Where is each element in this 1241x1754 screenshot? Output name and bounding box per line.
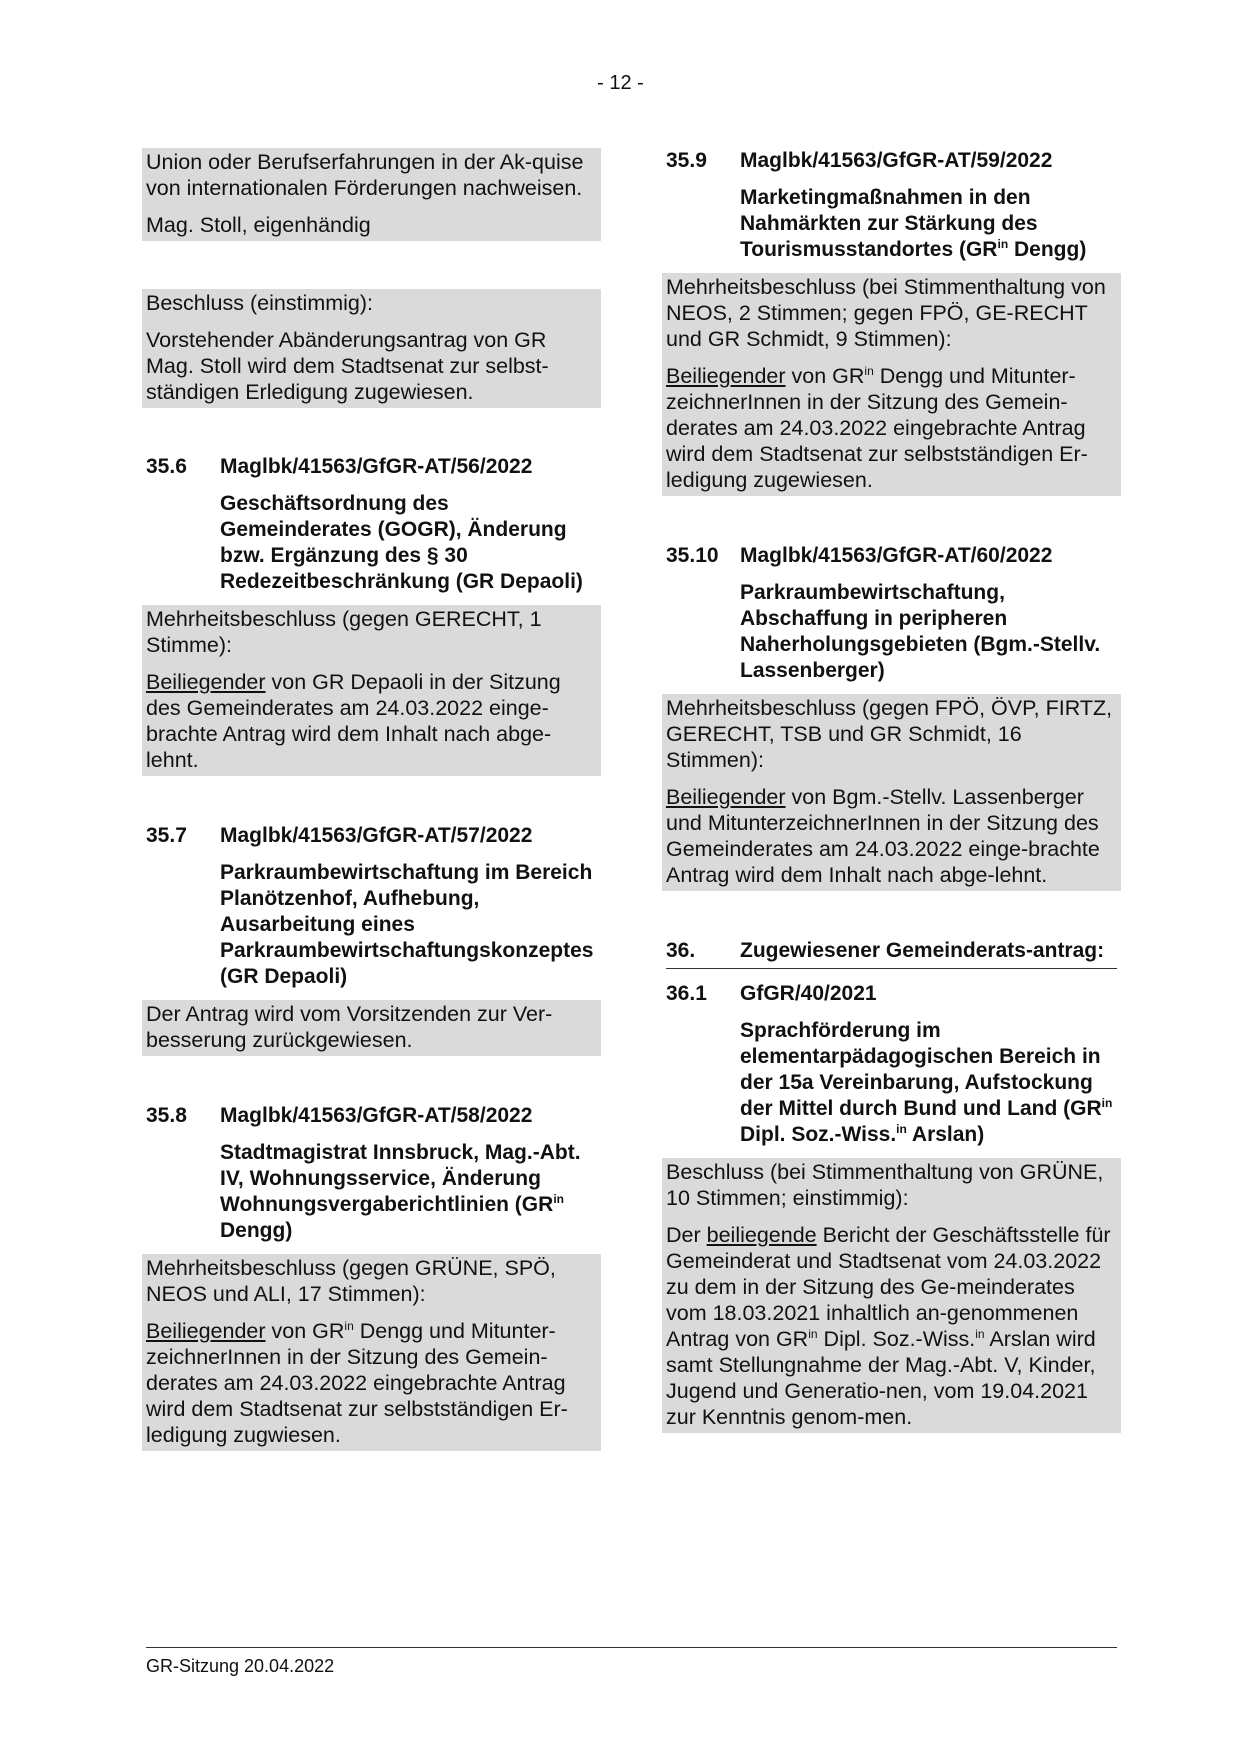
decision-box — [662, 273, 1121, 496]
item-number: 35.7 — [146, 824, 187, 847]
page-number: - 12 - — [597, 72, 644, 94]
page-footer: GR-Sitzung 20.04.2022 — [146, 1647, 1117, 1677]
item-number: 36.1 — [666, 982, 707, 1005]
item-title: Stadtmagistrat Innsbruck, Mag.-Abt. IV, Wohnungsservice, Änderung Wohnungsvergaberichtlinien ($GR^{in}$ Dengg) — [220, 1141, 581, 1242]
agenda-item-35-10 — [666, 543, 1117, 891]
decision-box — [662, 694, 1121, 891]
decision-text: Beiliegender von GR Depaoli in der Sitzung des Gemeinderates am 24.03.2022 einge-brachte Antrag wird dem Inhalt nach abge-lehnt. — [146, 670, 561, 772]
left-column — [146, 148, 597, 1451]
decision-title: Beschluss (bei Stimmenthaltung von GRÜNE, 10 Stimmen; einstimmig): — [666, 1160, 1104, 1210]
item-number: 35.8 — [146, 1104, 187, 1127]
decision-title: Mehrheitsbeschluss (bei Stimmenthaltung von NEOS, 2 Stimmen; gegen FPÖ, GE-RECHT und GR Schmidt, 9 Stimmen): — [666, 275, 1106, 351]
decision-title: Mehrheitsbeschluss (gegen FPÖ, ÖVP, FIRTZ, GERECHT, TSB und GR Schmidt, 16 Stimmen): — [666, 696, 1113, 772]
agenda-item-35-8 — [146, 1103, 597, 1451]
decision-title: Mehrheitsbeschluss (gegen GERECHT, 1 Stimme): — [146, 607, 542, 657]
agenda-item-35-9 — [666, 148, 1117, 496]
decision-title: Mehrheitsbeschluss (gegen GRÜNE, SPÖ, NEOS und ALI, 17 Stimmen): — [146, 1256, 556, 1306]
resolution-box — [142, 289, 601, 408]
item-number: 35.6 — [146, 455, 187, 478]
item-code: Maglbk/41563/GfGR-AT/56/2022 — [220, 455, 533, 478]
agenda-item-35-6 — [146, 454, 597, 776]
agenda-item-35-7 — [146, 823, 597, 1056]
item-number: 35.10 — [666, 544, 719, 567]
item-title: Geschäftsordnung des Gemeinderates (GOGR), Änderung bzw. Ergänzung des § 30 Redezeitbeschränkung (GR Depaoli) — [220, 492, 583, 593]
section-number: 36. — [666, 939, 696, 962]
continuation-text: Union oder Berufserfahrungen in der Ak-quise von internationalen Förderungen nachweisen. — [146, 150, 584, 200]
decision-text: Beiliegender von $GR^{in}$ Dengg und Mitunter-zeichnerInnen in der Sitzung des Gemein-derates am 24.03.2022 eingebrachte Antrag wird dem Stadtsenat zur selbstständigen Er-ledigung zugwiesen. — [146, 1319, 568, 1447]
item-number: 35.9 — [666, 149, 707, 172]
item-title: Parkraumbewirtschaftung im Bereich Planötzenhof, Aufhebung, Ausarbeitung eines Parkraumbewirtschaftungskonzeptes (GR Depaoli) — [220, 861, 594, 988]
resolution-title: Beschluss (einstimmig): — [146, 291, 373, 315]
section-title: Zugewiesener Gemeinderats-antrag: — [740, 939, 1105, 962]
item-code: GfGR/40/2021 — [740, 982, 877, 1005]
continuation-box — [142, 148, 601, 241]
item-code: Maglbk/41563/GfGR-AT/60/2022 — [740, 544, 1053, 567]
section-heading-36 — [666, 938, 1117, 969]
decision-box — [142, 1000, 601, 1056]
item-title: Sprachförderung im elementarpädagogischen Bereich in der 15a Vereinbarung, Aufstockung der Mittel durch Bund und Land ($GR^{in}$ Dipl. Soz.-Wiss.$^{in}$ Arslan) — [740, 1019, 1113, 1146]
item-code: Maglbk/41563/GfGR-AT/59/2022 — [740, 149, 1053, 172]
decision-text: Der Antrag wird vom Vorsitzenden zur Ver-besserung zurückgewiesen. — [146, 1002, 553, 1052]
resolution-text: Vorstehender Abänderungsantrag von GR Mag. Stoll wird dem Stadtsenat zur selbst-ständigen Erledigung zugewiesen. — [146, 328, 549, 404]
decision-box — [662, 1158, 1121, 1433]
decision-text: Der beiliegende Bericht der Geschäftsstelle für Gemeinderat und Stadtsenat vom 24.03.2022 zu dem in der Sitzung des Ge-meinderates vom 18.03.2021 inhaltlich an-genommenen Antrag von $GR^{in}$ Dipl. Soz.-Wiss.$^{in}$ Arslan wird samt Stellungnahme der Mag.-Abt. V, Kinder, Jugend und Generatio-nen, vom 19.04.2021 zur Kenntnis genom-men. — [666, 1223, 1111, 1429]
signature-line: Mag. Stoll, eigenhändig — [146, 213, 371, 237]
decision-text: Beiliegender von Bgm.-Stellv. Lassenberger und MitunterzeichnerInnen in der Sitzung des Gemeinderates am 24.03.2022 einge-brachte Antrag wird dem Inhalt nach abge-lehnt. — [666, 785, 1100, 887]
item-title: Marketingmaßnahmen in den Nahmärkten zur Stärkung des Tourismusstandortes ($GR^{in}$ Dengg) — [740, 186, 1087, 261]
right-column — [666, 148, 1117, 1433]
decision-box — [142, 1254, 601, 1451]
agenda-item-36-1 — [666, 981, 1117, 1433]
item-code: Maglbk/41563/GfGR-AT/57/2022 — [220, 824, 533, 847]
item-code: Maglbk/41563/GfGR-AT/58/2022 — [220, 1104, 533, 1127]
decision-text: Beiliegender von $GR^{in}$ Dengg und Mitunter-zeichnerInnen in der Sitzung des Gemein-derates am 24.03.2022 eingebrachte Antrag wird dem Stadtsenat zur selbstständigen Er-ledigung zugewiesen. — [666, 364, 1088, 492]
decision-box — [142, 605, 601, 776]
item-title: Parkraumbewirtschaftung, Abschaffung in peripheren Naherholungsgebieten (Bgm.-Stellv. Lassenberger) — [740, 581, 1101, 682]
